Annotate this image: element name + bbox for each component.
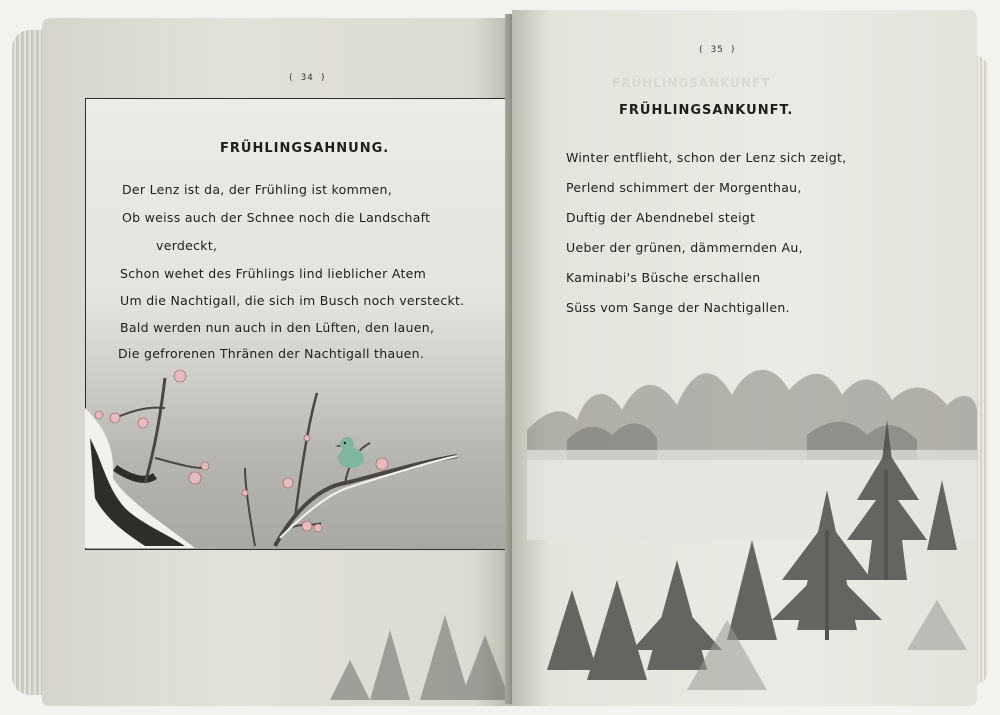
right-poem-line: Duftig der Abendnebel steigt	[566, 210, 756, 225]
left-page-number: ( 34 )	[288, 73, 327, 83]
left-poem-line: Schon wehet des Frühlings lind lieblicher Atem	[120, 266, 427, 281]
left-poem-line: Ob weiss auch der Schnee noch die Landschaft	[122, 210, 431, 225]
misty-pine-forest-illustration	[527, 350, 977, 690]
right-poem-title: FRÜHLINGSANKUNFT.	[619, 103, 794, 118]
left-poem-line: Um die Nachtigall, die sich im Busch noch versteckt.	[120, 293, 465, 308]
left-poem-line: verdeckt,	[156, 238, 218, 253]
plum-branch-illustration	[85, 368, 509, 548]
right-poem-line: Kaminabi's Büsche erschallen	[566, 270, 761, 285]
right-page-number: ( 35 )	[698, 45, 737, 55]
left-poem-line: Bald werden nun auch in den Lüften, den lauen,	[120, 320, 435, 335]
right-poem-line: Perlend schimmert der Morgenthau,	[566, 180, 802, 195]
right-poem-line: Winter entflieht, schon der Lenz sich zeigt,	[566, 150, 847, 165]
bleed-through-text: FRÜHLINGSANKUNFT	[612, 76, 771, 90]
right-poem-line: Ueber der grünen, dämmernden Au,	[566, 240, 803, 255]
left-poem-line: Der Lenz ist da, der Frühling ist kommen,	[122, 182, 393, 197]
left-poem-title: FRÜHLINGSAHNUNG.	[220, 141, 390, 156]
left-page-tree-silhouettes	[310, 590, 510, 700]
right-poem-line: Süss vom Sange der Nachtigallen.	[566, 300, 790, 315]
left-poem-line: Die gefrorenen Thränen der Nachtigall thauen.	[118, 346, 425, 361]
